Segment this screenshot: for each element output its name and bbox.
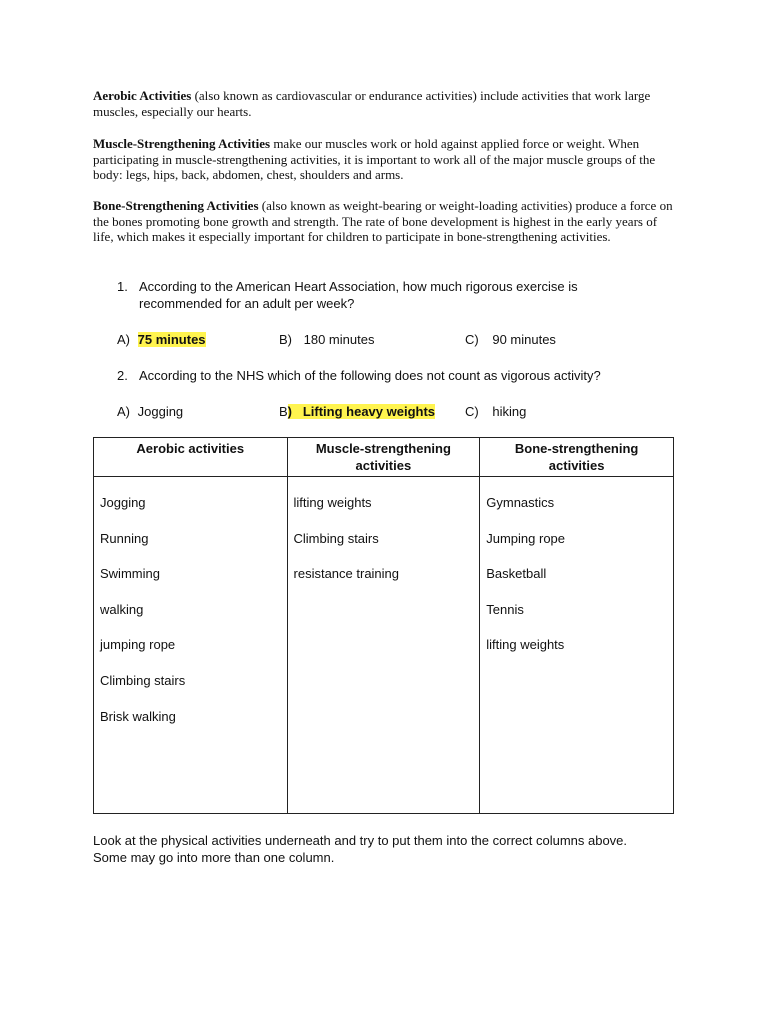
question-1-options: [117, 331, 677, 349]
header-bone: Bone-strengthening activities: [480, 438, 674, 477]
activity-item: resistance training: [293, 566, 400, 582]
aerobic-column: [94, 477, 288, 814]
activity-item: Basketball: [486, 566, 547, 582]
q2-option-a-label: A): [117, 404, 130, 419]
activity-item: Climbing stairs: [100, 672, 186, 688]
activity-item: Gymnastics: [486, 495, 555, 510]
activity-item: lifting weights: [486, 637, 565, 653]
bone-term: Bone-Strengthening Activities: [93, 198, 259, 213]
q1-option-a-label: A): [117, 332, 130, 347]
activity-item: lifting weights: [293, 495, 372, 510]
aerobic-definition: [93, 88, 678, 119]
activity-item: Brisk walking: [100, 708, 176, 724]
bone-definition: [93, 198, 678, 245]
muscle-definition: [93, 136, 678, 183]
q2-option-c[interactable]: [465, 403, 526, 420]
aerobic-text: (also known as cardiovascular or endurance activities) include activities that work large muscles, especially our hearts.: [93, 88, 651, 119]
question-1-text: According to the American Heart Association, how much rigorous exercise is recommended for an adult per week?: [139, 279, 578, 311]
q1-option-c-label: C): [465, 332, 479, 347]
activity-item: walking: [100, 601, 144, 617]
q2-option-c-label: C): [465, 404, 479, 419]
activity-item: jumping rope: [100, 637, 176, 653]
table-body-row: [94, 477, 674, 814]
q2-option-a-text: Jogging: [137, 404, 184, 419]
q2-option-b[interactable]: [279, 403, 435, 420]
q2-option-b-label: B: [279, 404, 288, 419]
question-2-options: [117, 403, 677, 421]
question-1-number: 1.: [117, 279, 128, 294]
muscle-column: [287, 477, 480, 814]
q1-option-b[interactable]: [279, 331, 374, 348]
q2-option-c-text: hiking: [492, 404, 527, 419]
q1-option-c[interactable]: [465, 331, 556, 348]
activities-table: [93, 437, 674, 814]
bone-text: (also known as weight-bearing or weight-loading activities) produce a force on the bones promoting bone growth and strength. The rate of bone development is highest in the early years of life, which makes it especially important for children to participate in bone-strengthening activities.: [93, 198, 673, 244]
q1-option-a[interactable]: [117, 331, 206, 348]
question-2-text: According to the NHS which of the following does not count as vigorous activity?: [139, 368, 601, 383]
activity-item: Jogging: [100, 495, 146, 510]
q1-option-a-text: 75 minutes: [137, 332, 206, 347]
bone-column: [480, 477, 674, 814]
q1-option-b-text: 180 minutes: [303, 332, 375, 347]
q1-option-c-text: 90 minutes: [492, 332, 556, 347]
table-header-row: [94, 438, 674, 477]
activity-item: Running: [100, 530, 149, 546]
activity-item: Jumping rope: [486, 530, 566, 546]
q2-option-b-text: ) Lifting heavy weights: [287, 404, 436, 419]
q2-option-a[interactable]: [117, 403, 183, 420]
header-aerobic: Aerobic activities: [94, 438, 288, 477]
activity-item: Swimming: [100, 566, 160, 582]
question-2-number: 2.: [117, 368, 128, 383]
aerobic-term: Aerobic Activities: [93, 88, 192, 103]
header-muscle: Muscle-strengthening activities: [287, 438, 480, 477]
instruction-text: Look at the physical activities underneath and try to put them into the correct columns above. Some may go into more than one column.: [93, 833, 628, 865]
muscle-text: make our muscles work or hold against applied force or weight. When participating in muscle-strengthening activities, it is important to work all of the major muscle groups of the body: legs, hips, back, abdomen, chest, shoulders and arms.: [93, 136, 656, 182]
activity-item: Climbing stairs: [293, 530, 379, 546]
activity-item: Tennis: [486, 601, 524, 617]
q1-option-b-label: B): [279, 332, 292, 347]
muscle-term: Muscle-Strengthening Activities: [93, 136, 271, 151]
